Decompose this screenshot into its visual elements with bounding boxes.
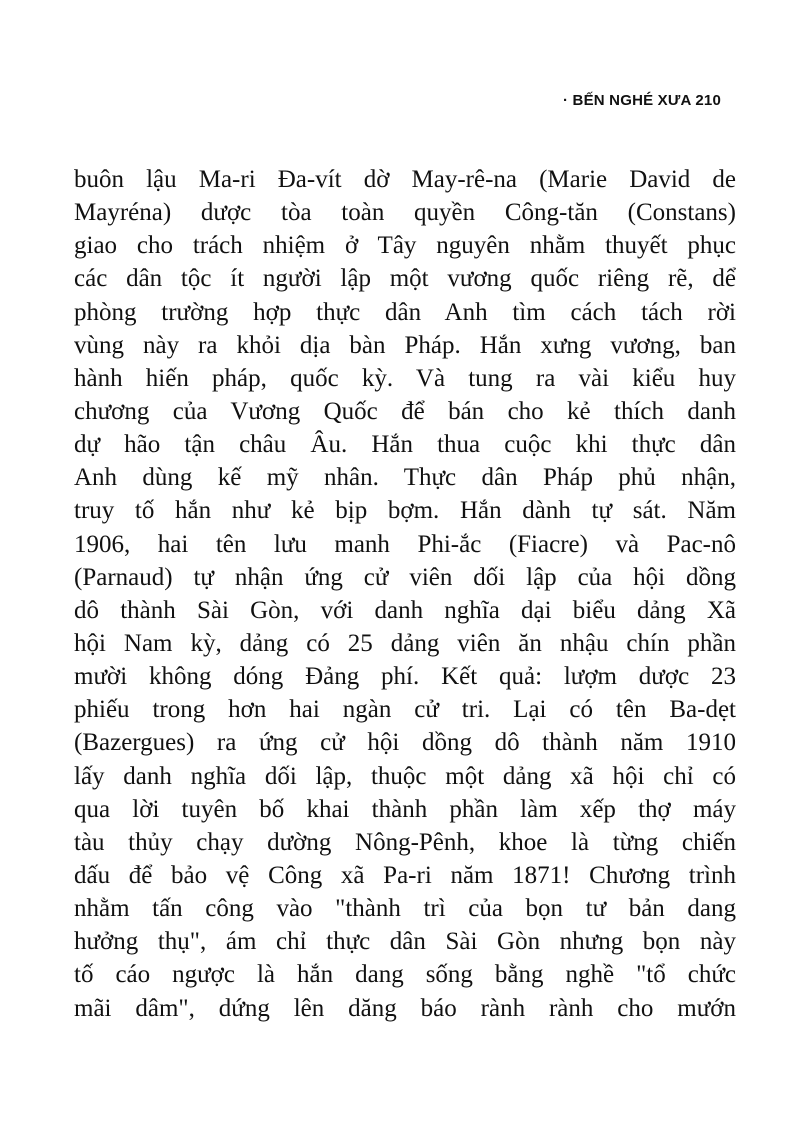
text-line: 1906, hai tên lưu manh Phi-ắc (Fiacre) và Pac-nô — [74, 530, 736, 558]
text-line: mười không dóng Đảng phí. Kết quả: lượm dược 23 — [74, 663, 736, 691]
text-line: hưởng thụ", ám chỉ thực dân Sài Gòn nhưng bọn này — [74, 928, 736, 956]
text-line: chương của Vương Quốc để bán cho kẻ thích danh — [74, 397, 736, 425]
text-line: tàu thủy chạy dường Nông-Pênh, khoe là từng chiến — [74, 828, 736, 856]
text-line: lấy danh nghĩa dối lập, thuộc một dảng xã hội chỉ có — [74, 762, 736, 790]
text-line: buôn lậu Ma-ri Đa-vít dờ May-rê-na (Marie David de — [74, 166, 736, 193]
text-line: vùng này ra khỏi dịa bàn Pháp. Hắn xưng vương, ban — [74, 331, 736, 359]
text-line: dô thành Sài Gòn, với danh nghĩa dại biểu dảng Xã — [74, 596, 736, 624]
text-line: dấu để bảo vệ Công xã Pa-ri năm 1871! Chương trình — [74, 861, 736, 889]
text-line: giao cho trách nhiệm ở Tây nguyên nhằm thuyết phục — [74, 232, 736, 260]
text-line: tố cáo ngược là hắn dang sống bằng nghề "tổ chức — [74, 961, 736, 989]
text-line: mãi dâm", dứng lên dăng báo rành rành cho mướn — [74, 994, 736, 1022]
running-header: · BẾN NGHÉ XƯA 210 — [562, 92, 721, 109]
text-line: Mayréna) dược tòa toàn quyền Công-tăn (Constans) — [74, 199, 736, 227]
text-line: nhằm tấn công vào "thành trì của bọn tư bản dang — [74, 895, 736, 923]
text-line: hội Nam kỳ, dảng có 25 dảng viên ăn nhậu chín phần — [74, 629, 736, 657]
text-line: (Bazergues) ra ứng cử hội dồng dô thành năm 1910 — [74, 729, 736, 757]
text-line: hành hiến pháp, quốc kỳ. Và tung ra vài kiểu huy — [74, 364, 736, 392]
body-text — [74, 163, 736, 1025]
text-line: truy tố hắn như kẻ bịp bợm. Hắn dành tự sát. Năm — [74, 497, 736, 525]
text-line: các dân tộc ít người lập một vương quốc riêng rẽ, dể — [74, 265, 736, 293]
text-line: phiếu trong hơn hai ngàn cử tri. Lại có tên Ba-dẹt — [74, 696, 736, 724]
text-line: (Parnaud) tự nhận ứng cử viên dối lập của hội dồng — [74, 563, 736, 591]
text-line: qua lời tuyên bố khai thành phần làm xếp thợ máy — [74, 795, 736, 823]
text-line: phòng trường hợp thực dân Anh tìm cách tách rời — [74, 298, 736, 326]
text-line: Anh dùng kế mỹ nhân. Thực dân Pháp phủ nhận, — [74, 464, 736, 492]
text-line: dự hão tận châu Âu. Hắn thua cuộc khi thực dân — [74, 431, 736, 459]
